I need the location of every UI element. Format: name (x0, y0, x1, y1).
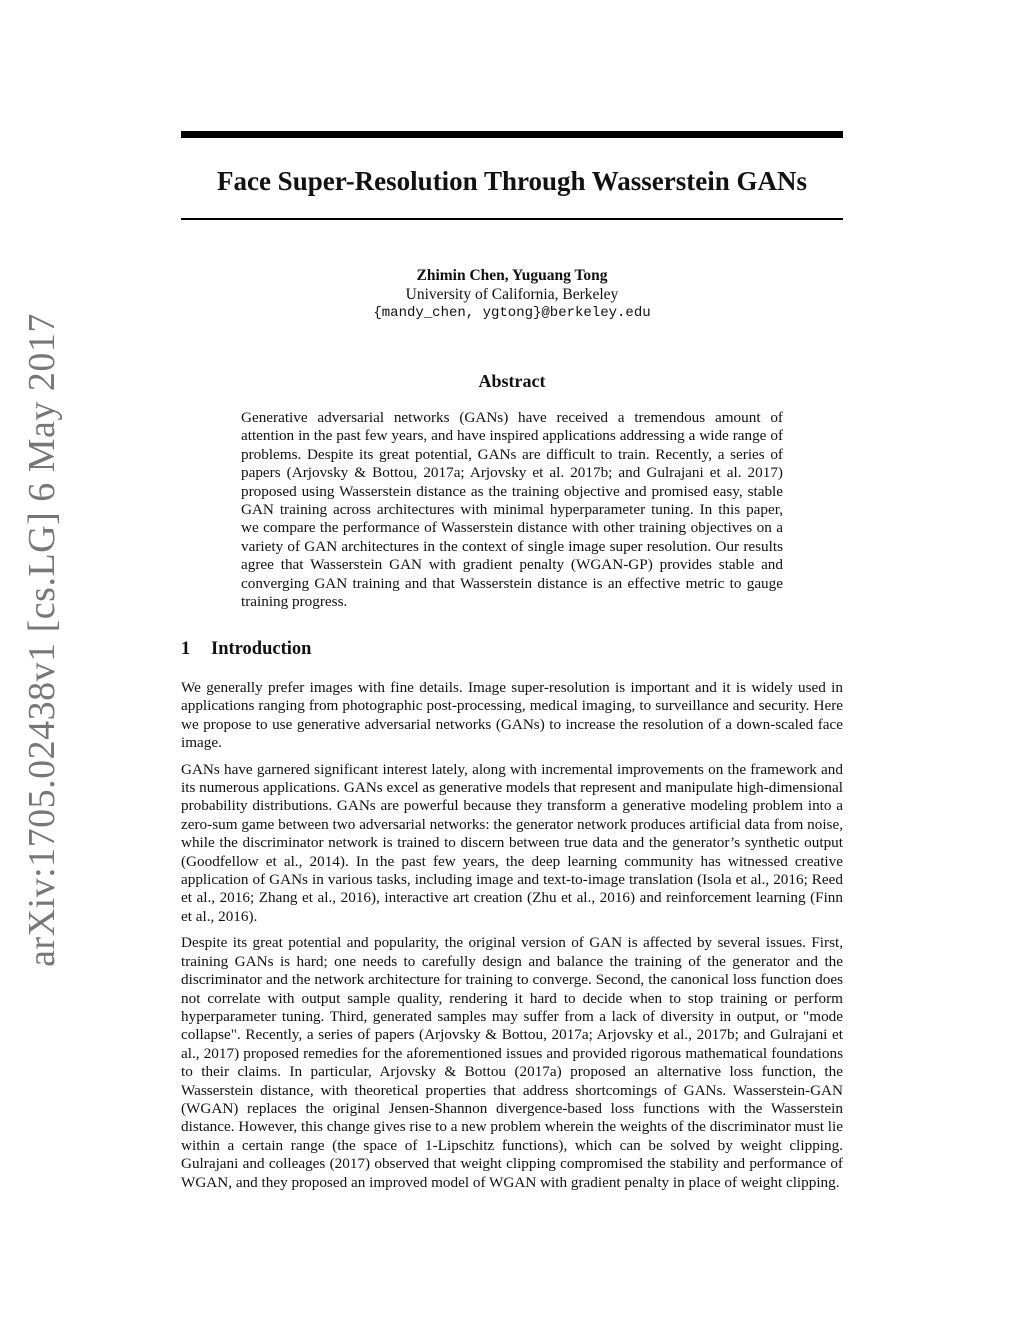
abstract-text: Generative adversarial networks (GANs) have received a tremendous amount of attention in the past few years, and have inspired applications addressing a wide range of problems. Despite its great potential, GANs are difficult to train. Recently, a series of papers (Arjovsky & Bottou, 2017a; Arjovsky et al. 2017b; and Gulrajani et al. 2017) proposed using Wasserstein distance as the training objective and promised easy, stable GAN training across architectures with minimal hyperparameter tuning. In this paper, we compare the performance of Wasserstein distance with other training objectives on a variety of GAN architectures in the context of single image super resolution. Our results agree that Wasserstein GAN with gradient penalty (WGAN-GP) provides stable and converging GAN training and that Wasserstein distance is an effective metric to gauge training progress. (241, 409, 783, 611)
abstract-heading: Abstract (478, 371, 546, 391)
section-heading-introduction (181, 637, 843, 661)
author-email: {mandy_chen, ygtong}@berkeley.edu (373, 305, 651, 321)
author-names: Zhimin Chen, Yuguang Tong (416, 267, 608, 284)
introduction-body (181, 679, 843, 1200)
section-number: 1 (181, 639, 191, 659)
title-rule-bottom (181, 218, 843, 220)
arxiv-identifier: arXiv:1705.02438v1 [cs.LG] 6 May 2017 (21, 313, 63, 967)
section-title: Introduction (211, 639, 312, 659)
author-affiliation: University of California, Berkeley (405, 286, 619, 303)
paragraph: Despite its great potential and popularity, the original version of GAN is affected by several issues. First, training GANs is hard; one needs to carefully design and balance the training of the generator and the discriminator and the network architecture for training to converge. Second, the canonical loss function does not correlate with output sample quality, rendering it hard to decide when to stop training or perform hyperparameter tuning. Third, generated samples may suffer from a lack of diversity in output, or "mode collapse". Recently, a series of papers (Arjovsky & Bottou, 2017a; Arjovsky et al., 2017b; and Gulrajani et al., 2017) proposed remedies for the aforementioned issues and provided rigorous mathematical foundations to their claims. In particular, Arjovsky & Bottou (2017a) proposed an alternative loss function, the Wasserstein distance, with theoretical properties that address shortcomings of GANs. Wasserstein-GAN (WGAN) replaces the original Jensen-Shannon divergence-based loss functions with the Wasserstein distance. However, this change gives rise to a new problem wherein the weights of the discriminator must lie within a certain range (the space of 1-Lipschitz functions), which can be solved by weight clipping. Gulrajani and colleages (2017) observed that weight clipping compromised the stability and performance of WGAN, and they proposed an improved model of WGAN with gradient penalty in place of weight clipping. (181, 934, 843, 1191)
author-block (181, 266, 843, 323)
title-rule-top (181, 131, 843, 138)
paragraph: We generally prefer images with fine details. Image super-resolution is important and it is widely used in applications ranging from photographic post-processing, medical imaging, to surveillance and security. Here we propose to use generative adversarial networks (GANs) to increase the resolution of a down-scaled face image. (181, 679, 843, 752)
paper-title: Face Super-Resolution Through Wasserstein GANs (216, 166, 808, 196)
paragraph: GANs have garnered significant interest lately, along with incremental improvements on the framework and its numerous applications. GANs excel as generative models that represent and manipulate high-dimensional probability distributions. GANs are powerful because they transform a generative modeling problem into a zero-sum game between two adversarial networks: the generator network produces artificial data from noise, while the discriminator network is trained to discern between true data and the generator’s synthetic output (Goodfellow et al., 2014). In the past few years, the deep learning community has witnessed creative application of GANs in various tasks, including image and text-to-image translation (Isola et al., 2016; Reed et al., 2016; Zhang et al., 2016), interactive art creation (Zhu et al., 2016) and reinforcement learning (Finn et al., 2016). (181, 760, 843, 925)
